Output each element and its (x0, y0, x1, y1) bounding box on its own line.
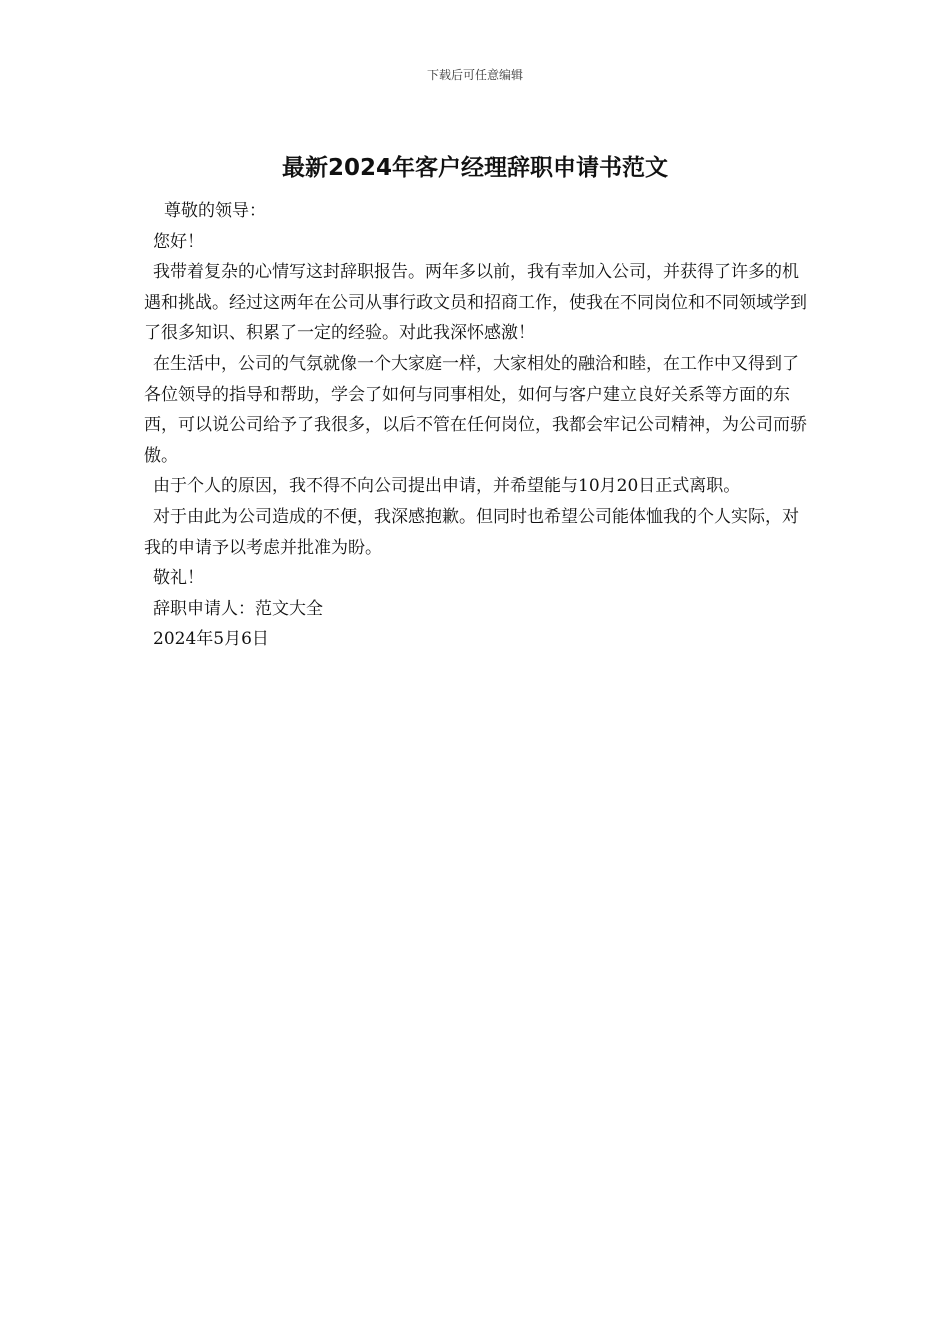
closing: 敬礼！ (153, 568, 204, 589)
paragraph-4: 对于由此为公司造成的不便，我深感抱歉。但同时也希望公司能体恤我的个人实际，对我的申请予以考虑并批准为盼。 (144, 506, 799, 558)
signature: 辞职申请人：范文大全 (153, 598, 323, 619)
document-title: 最新2024年客户经理辞职申请书范文 (281, 155, 668, 181)
header-note: 下载后可任意编辑 (426, 68, 523, 82)
date: 2024年5月6日 (153, 629, 269, 650)
paragraph-2: 在生活中，公司的气氛就像一个大家庭一样，大家相处的融洽和睦，在工作中又得到了各位领导的指导和帮助，学会了如何与同事相处，如何与客户建立良好关系等方面的东西，可以说公司给予了我很多，以后不管在任何岗位，我都会牢记公司精神，为公司而骄傲。 (144, 353, 807, 466)
salutation: 尊敬的领导： (164, 201, 266, 221)
greeting: 您好！ (153, 231, 204, 252)
paragraph-3: 由于个人的原因，我不得不向公司提出申请，并希望能与10月20日正式离职。 (153, 476, 741, 497)
paragraph-1: 我带着复杂的心情写这封辞职报告。两年多以前，我有幸加入公司，并获得了许多的机遇和挑战。经过这两年在公司从事行政文员和招商工作，使我在不同岗位和不同领域学到了很多知识、积累了一定的经验。对此我深怀感激！ (144, 262, 807, 344)
letter-body (144, 196, 814, 655)
